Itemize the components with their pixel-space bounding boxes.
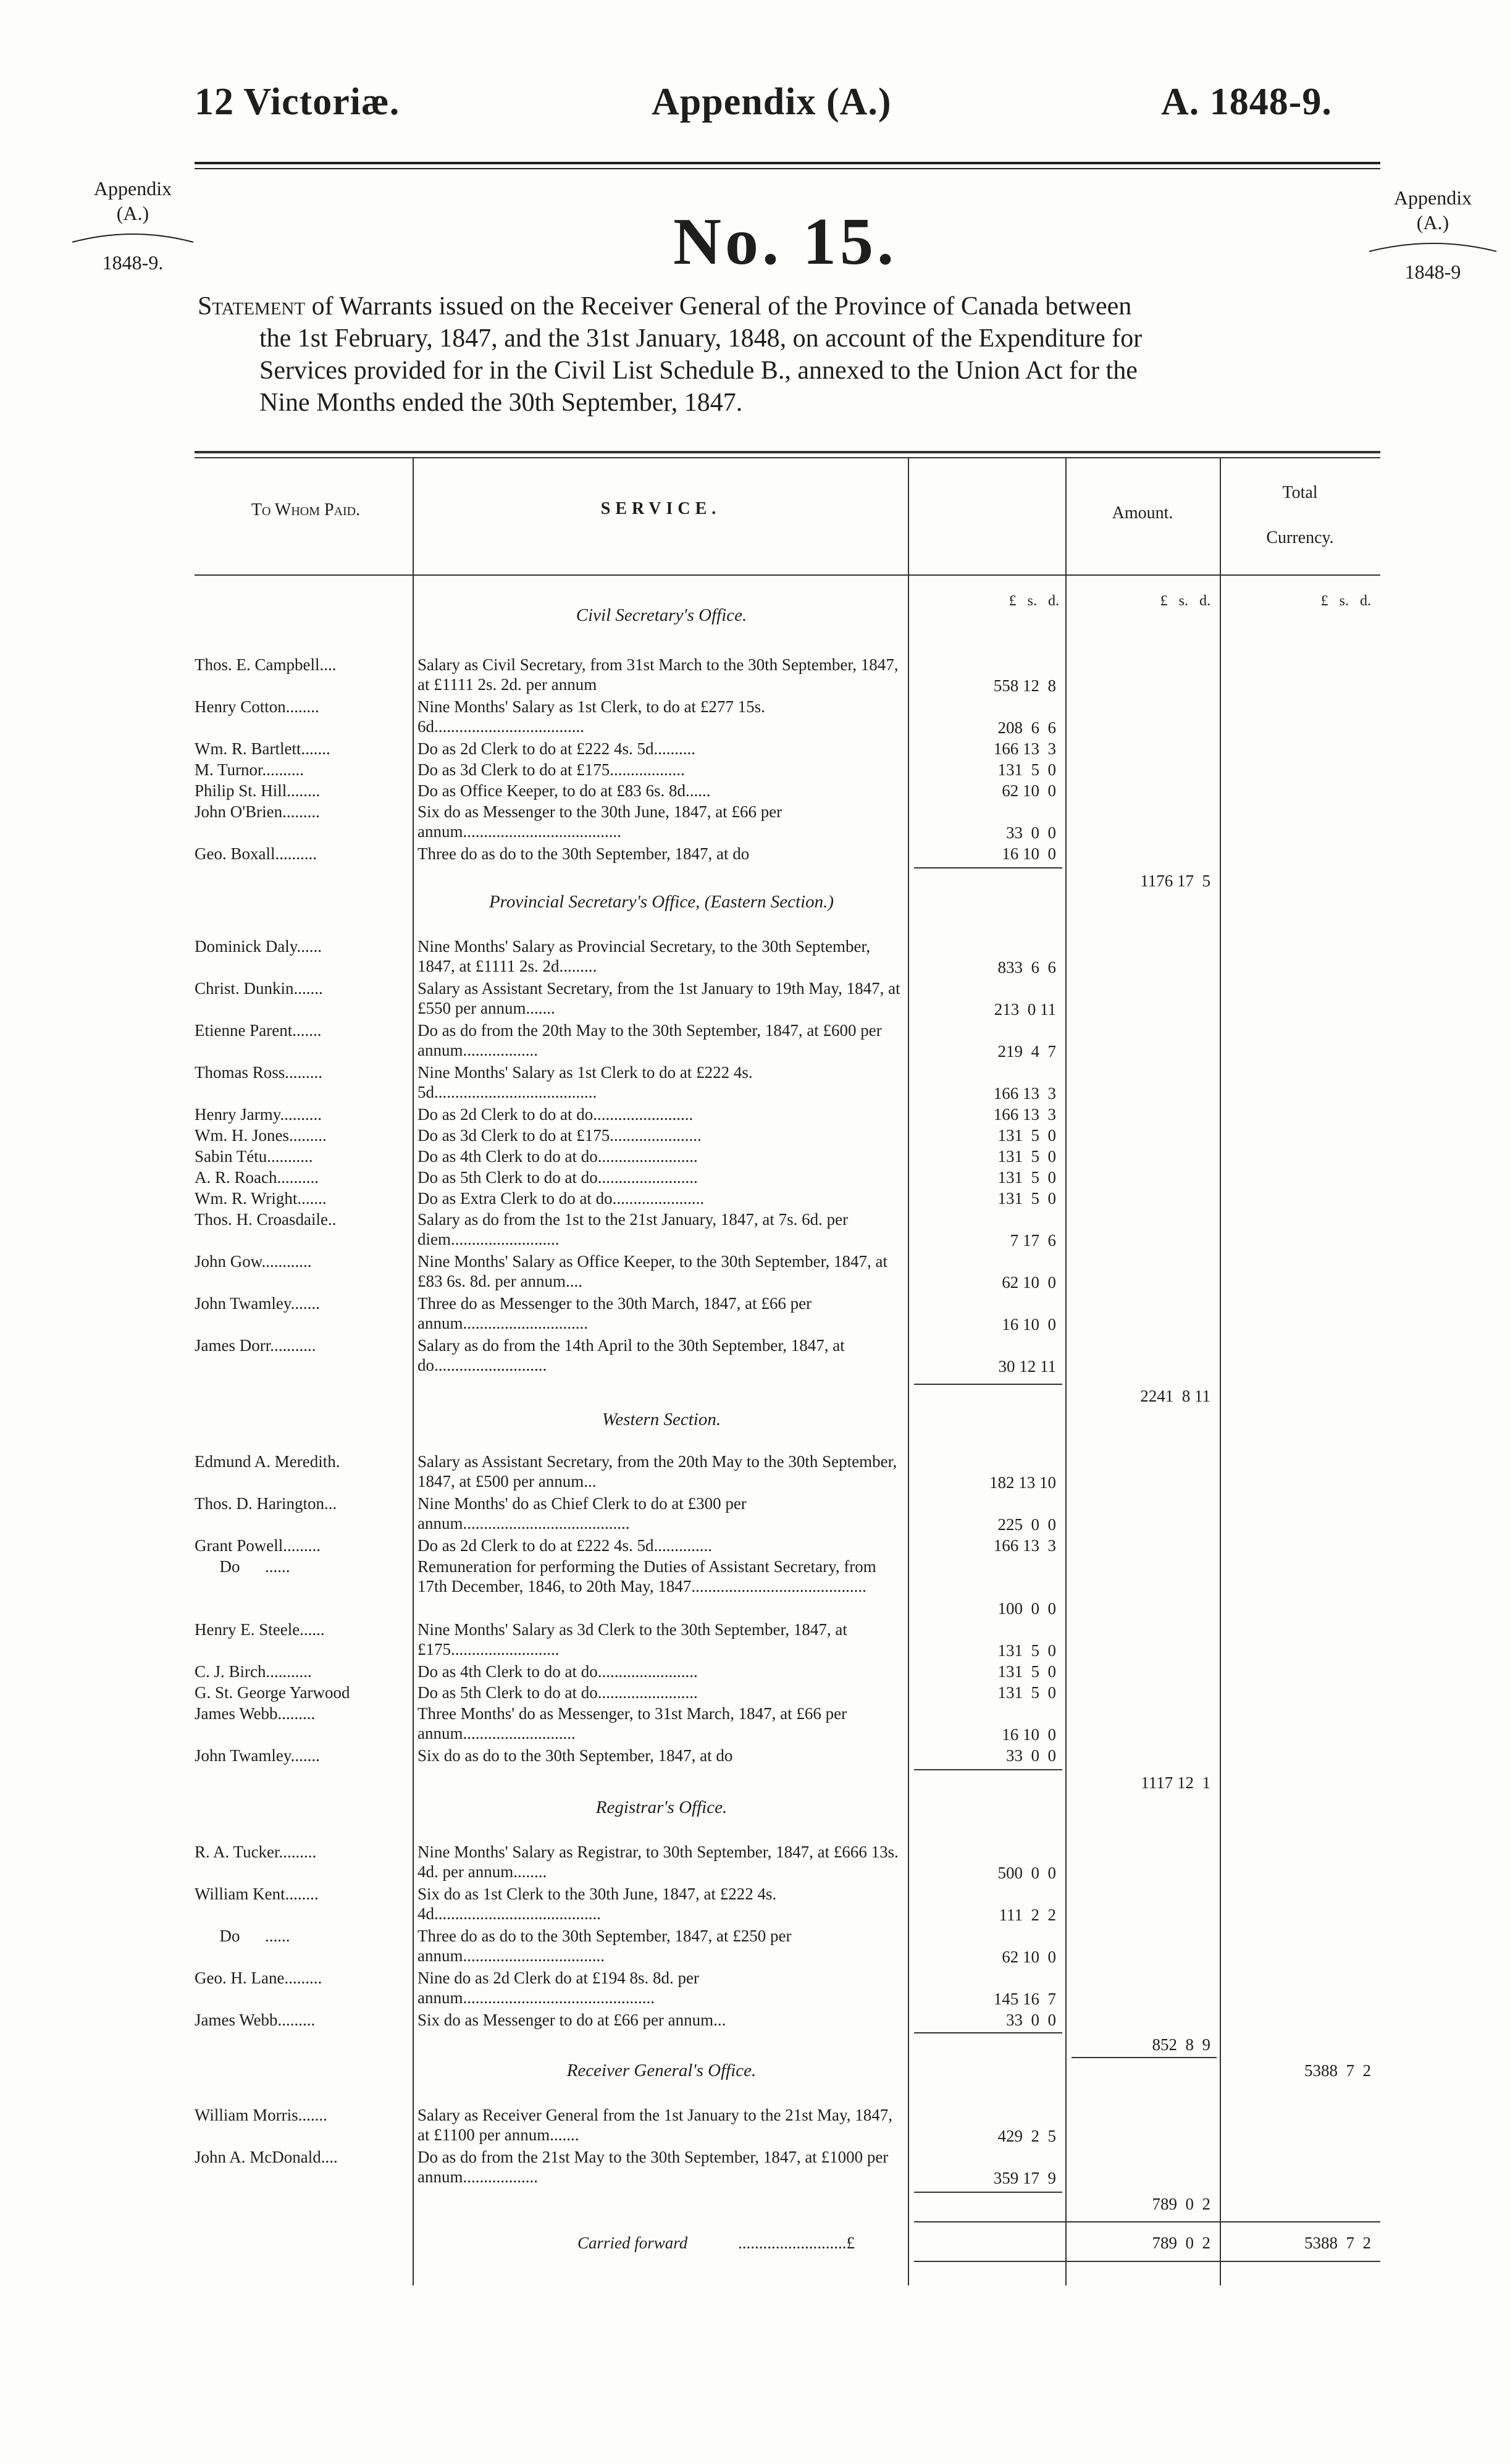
row-service: Nine do as 2d Clerk do at £194 8s. 8d. per annum.............................................. bbox=[417, 1969, 699, 2007]
row-amount: 111 2 2 bbox=[999, 1906, 1056, 1924]
table-bottom-rule bbox=[914, 2261, 1380, 2262]
row-service: Nine Months' Salary as Provincial Secretary, to the 30th September, 1847, at £1111 2s. 2d......... bbox=[417, 937, 871, 975]
row-service: Do as do from the 20th May to the 30th September, 1847, at £600 per annum.................. bbox=[417, 1021, 882, 1059]
row-amount: 131 5 0 bbox=[997, 1168, 1056, 1187]
section-subtotal: 852 8 9 bbox=[1152, 2035, 1210, 2054]
row-payee: Philip St. Hill........ bbox=[195, 781, 321, 800]
statement-line3: Services provided for in the Civil List Schedule B., annexed to the Union Act for the bbox=[259, 356, 1138, 385]
margin-right-line1: Appendix bbox=[1393, 187, 1472, 209]
row-amount: 131 5 0 bbox=[997, 1147, 1056, 1166]
row-amount: 500 0 0 bbox=[997, 1864, 1056, 1882]
row-payee: John Twamley....... bbox=[195, 1746, 320, 1765]
row-service: Do as Extra Clerk to do at do...................... bbox=[417, 1189, 705, 1208]
row-payee: James Webb......... bbox=[195, 1704, 316, 1723]
row-service: Three Months' do as Messenger, to 31st March, 1847, at £66 per annum........................... bbox=[417, 1704, 847, 1743]
row-service: Do as 2d Clerk to do at do........................ bbox=[417, 1105, 694, 1124]
row-amount: 100 0 0 bbox=[997, 1599, 1056, 1618]
row-payee: Christ. Dunkin....... bbox=[195, 979, 323, 998]
section-title: Registrar's Office. bbox=[595, 1798, 728, 1817]
row-service: Salary as Assistant Secretary, from the 1st January to 19th May, 1847, at £550 per annum....... bbox=[417, 979, 900, 1017]
row-amount: 225 0 0 bbox=[997, 1515, 1056, 1534]
section-subtotal: 1117 12 1 bbox=[1141, 1773, 1210, 1792]
row-amount: 213 0 11 bbox=[994, 1000, 1056, 1019]
row-service: Six do as do to the 30th September, 1847, at do bbox=[417, 1746, 733, 1765]
row-payee: Geo. H. Lane......... bbox=[195, 1969, 322, 1987]
section-subtotal: 789 0 2 bbox=[1152, 2195, 1210, 2213]
row-payee: Henry Cotton........ bbox=[195, 697, 319, 716]
row-service: Salary as Assistant Secretary, from the 20th May to the 30th September, 1847, at £500 per annum... bbox=[417, 1452, 897, 1491]
subtotal-rule bbox=[914, 1769, 1062, 1770]
row-service: Three do as Messenger to the 30th March, 1847, at £66 per annum.............................. bbox=[417, 1294, 812, 1332]
row-amount: 7 17 6 bbox=[1010, 1231, 1056, 1250]
col-divider-subamount bbox=[908, 457, 909, 2285]
row-payee: James Webb......... bbox=[195, 2011, 316, 2029]
table-header-rule bbox=[195, 574, 1380, 576]
col-divider-total bbox=[1220, 457, 1221, 2285]
row-amount: 62 10 0 bbox=[1002, 1273, 1056, 1292]
header-left: 12 Victoriæ. bbox=[195, 81, 400, 123]
section-title: Provincial Secretary's Office, (Eastern Section.) bbox=[489, 892, 834, 912]
row-amount: 833 6 6 bbox=[997, 958, 1056, 977]
col-header-who: To Whom Paid. bbox=[251, 500, 361, 519]
table-top-rule bbox=[195, 451, 1380, 453]
row-amount: 33 0 0 bbox=[1006, 1746, 1056, 1765]
subtotal-rule bbox=[914, 867, 1062, 868]
row-payee: Do ...... bbox=[195, 1927, 290, 1945]
row-amount: 166 13 3 bbox=[993, 1105, 1056, 1124]
total-currency: 5388 7 2 bbox=[1304, 2061, 1371, 2080]
margin-right-line3: 1848-9 bbox=[1404, 261, 1461, 283]
row-amount: 558 12 8 bbox=[993, 676, 1056, 695]
lsd-header-col1: £ s. d. bbox=[1009, 593, 1059, 609]
row-service: Do as 5th Clerk to do at do........................ bbox=[417, 1168, 698, 1187]
row-payee: Thos. H. Croasdaile.. bbox=[195, 1210, 337, 1229]
row-amount: 131 5 0 bbox=[997, 1662, 1056, 1681]
subtotal-rule bbox=[914, 2192, 1062, 2193]
row-payee: Thos. E. Campbell.... bbox=[195, 655, 337, 674]
row-service: Nine Months' Salary as 1st Clerk, to do at £277 15s. 6d.................................... bbox=[417, 697, 765, 736]
row-service: Nine Months' Salary as Registrar, to 30th September, 1847, at £666 13s. 4d. per annum........ bbox=[417, 1843, 899, 1881]
row-service: Do as 2d Clerk to do at £222 4s. 5d.......... bbox=[417, 739, 695, 758]
subtotal-rule bbox=[914, 1384, 1062, 1385]
row-service: Salary as do from the 1st to the 21st January, 1847, at 7s. 6d. per diem.......................... bbox=[417, 1210, 849, 1248]
section-title: Civil Secretary's Office. bbox=[576, 605, 747, 625]
margin-right-line2: (A.) bbox=[1416, 211, 1449, 233]
row-amount: 131 5 0 bbox=[997, 760, 1056, 779]
row-amount: 131 5 0 bbox=[997, 1683, 1056, 1702]
col-header-total-1: Total bbox=[1282, 483, 1318, 502]
row-amount: 16 10 0 bbox=[1002, 1315, 1056, 1334]
margin-left-line1: Appendix bbox=[93, 177, 172, 200]
row-payee: Geo. Boxall.......... bbox=[195, 844, 317, 863]
row-amount: 429 2 5 bbox=[997, 2127, 1056, 2145]
row-service: Six do as Messenger to the 30th June, 1847, at £66 per annum...................................... bbox=[417, 802, 782, 841]
header-center: Appendix (A.) bbox=[652, 81, 892, 123]
carried-rule bbox=[914, 2221, 1380, 2222]
total-rule bbox=[1072, 2057, 1217, 2058]
row-amount: 182 13 10 bbox=[989, 1473, 1056, 1492]
section-title: Receiver General's Office. bbox=[566, 2061, 757, 2080]
row-amount: 62 10 0 bbox=[1002, 781, 1056, 800]
row-payee: R. A. Tucker......... bbox=[195, 1843, 317, 1861]
table-top-rule-thin bbox=[195, 457, 1380, 458]
col-header-amount: Amount. bbox=[1112, 503, 1173, 523]
row-service: Do as 4th Clerk to do at do........................ bbox=[417, 1147, 698, 1166]
row-amount: 219 4 7 bbox=[997, 1042, 1056, 1061]
row-payee: Wm. R. Wright....... bbox=[195, 1189, 327, 1208]
row-amount: 166 13 3 bbox=[993, 739, 1056, 758]
col-divider-amount bbox=[1065, 457, 1067, 2285]
col-divider-service bbox=[413, 457, 414, 2285]
row-service: Do as Office Keeper, to do at £83 6s. 8d...... bbox=[417, 781, 711, 800]
row-service: Six do as Messenger to do at £66 per annum... bbox=[417, 2011, 726, 2029]
brace-right bbox=[1368, 235, 1498, 254]
lsd-header-col2: £ s. d. bbox=[1160, 593, 1210, 609]
row-service: Nine Months' do as Chief Clerk to do at £300 per annum........................................ bbox=[417, 1494, 747, 1533]
row-payee: John O'Brien......... bbox=[195, 802, 320, 821]
row-service: Do as 3d Clerk to do at £175.................. bbox=[417, 760, 685, 779]
document-number: No. 15. bbox=[673, 205, 897, 279]
header-rule-thin bbox=[195, 168, 1380, 169]
col-header-service: SERVICE. bbox=[600, 499, 721, 518]
row-payee: Thos. D. Harington... bbox=[195, 1494, 337, 1513]
row-payee: John Gow............ bbox=[195, 1252, 312, 1271]
row-amount: 62 10 0 bbox=[1002, 1948, 1056, 1966]
row-payee: Grant Powell......... bbox=[195, 1536, 321, 1555]
row-service: Nine Months' Salary as 1st Clerk to do at £222 4s. 5d....................................... bbox=[417, 1063, 753, 1101]
margin-left-line3: 1848-9. bbox=[102, 251, 164, 274]
row-amount: 208 6 6 bbox=[997, 718, 1056, 737]
row-payee: Do ...... bbox=[195, 1557, 290, 1576]
statement-line2: the 1st February, 1847, and the 31st January, 1848, on account of the Expenditure for bbox=[259, 324, 1143, 353]
row-service: Salary as do from the 14th April to the 30th September, 1847, at do........................... bbox=[417, 1336, 845, 1374]
row-service: Remuneration for performing the Duties of Assistant Secretary, from 17th December, 1846, to 20th May, 1847.......................................... bbox=[417, 1557, 876, 1596]
row-payee: John Twamley....... bbox=[195, 1294, 320, 1313]
row-payee: G. St. George Yarwood bbox=[195, 1683, 350, 1702]
header-right: A. 1848-9. bbox=[1161, 81, 1332, 123]
row-amount: 359 17 9 bbox=[993, 2169, 1056, 2187]
section-subtotal: 2241 8 11 bbox=[1140, 1387, 1210, 1405]
row-payee: Dominick Daly...... bbox=[195, 937, 322, 956]
row-service: Salary as Civil Secretary, from 31st March to the 30th September, 1847, at £1111 2s. 2d. per annum bbox=[417, 655, 899, 694]
section-subtotal: 1176 17 5 bbox=[1140, 872, 1210, 890]
margin-note-left bbox=[71, 176, 195, 275]
margin-note-right bbox=[1368, 185, 1498, 284]
statement-paragraph bbox=[198, 290, 1383, 419]
brace-left bbox=[71, 226, 195, 245]
section-title: Western Section. bbox=[602, 1410, 721, 1429]
row-payee: Wm. H. Jones......... bbox=[195, 1126, 327, 1145]
statement-lead: Statement bbox=[198, 292, 306, 321]
row-amount: 131 5 0 bbox=[997, 1126, 1056, 1145]
row-payee: Wm. R. Bartlett....... bbox=[195, 739, 330, 758]
margin-left-line2: (A.) bbox=[116, 202, 149, 224]
row-amount: 16 10 0 bbox=[1002, 844, 1056, 863]
row-payee: Etienne Parent....... bbox=[195, 1021, 322, 1040]
row-payee: Henry Jarmy.......... bbox=[195, 1105, 322, 1124]
row-service: Salary as Receiver General from the 1st January to the 21st May, 1847, at £1100 per annum....... bbox=[417, 2106, 893, 2144]
row-payee: M. Turnor.......... bbox=[195, 760, 304, 779]
row-payee: Henry E. Steele...... bbox=[195, 1620, 325, 1639]
row-service: Six do as 1st Clerk to the 30th June, 1847, at £222 4s. 4d........................................ bbox=[417, 1885, 777, 1923]
row-service: Three do as do to the 30th September, 1847, at do bbox=[417, 844, 750, 863]
lsd-header-col3: £ s. d. bbox=[1320, 593, 1371, 609]
row-service: Do as 3d Clerk to do at £175...................... bbox=[417, 1126, 702, 1145]
row-payee: A. R. Roach.......... bbox=[195, 1168, 319, 1187]
row-service: Nine Months' Salary as Office Keeper, to the 30th September, 1847, at £83 6s. 8d. per annum.... bbox=[417, 1252, 888, 1290]
row-amount: 33 0 0 bbox=[1006, 2011, 1056, 2029]
carried-forward-amount: 789 0 2 bbox=[1152, 2234, 1210, 2252]
row-service: Do as 5th Clerk to do at do........................ bbox=[417, 1683, 698, 1702]
row-amount: 33 0 0 bbox=[1006, 823, 1056, 842]
row-amount: 30 12 11 bbox=[998, 1357, 1056, 1376]
row-amount: 16 10 0 bbox=[1002, 1725, 1056, 1744]
row-service: Three do as do to the 30th September, 1847, at £250 per annum.................................. bbox=[417, 1927, 792, 1965]
row-payee: James Dorr........... bbox=[195, 1336, 316, 1355]
row-payee: William Kent........ bbox=[195, 1885, 319, 1903]
row-amount: 166 13 3 bbox=[993, 1536, 1056, 1555]
header-rule bbox=[195, 162, 1380, 164]
row-payee: C. J. Birch........... bbox=[195, 1662, 312, 1681]
statement-line4: Nine Months ended the 30th September, 1847. bbox=[259, 389, 743, 417]
statement-line1: of Warrants issued on the Receiver General of the Province of Canada between bbox=[311, 292, 1132, 321]
row-service: Do as do from the 21st May to the 30th September, 1847, at £1000 per annum.................. bbox=[417, 2148, 889, 2186]
col-header-total-2: Currency. bbox=[1266, 528, 1334, 547]
row-payee: John A. McDonald.... bbox=[195, 2148, 338, 2166]
row-service: Do as 4th Clerk to do at do........................ bbox=[417, 1662, 698, 1681]
carried-forward-total: 5388 7 2 bbox=[1304, 2234, 1371, 2252]
row-amount: 131 5 0 bbox=[997, 1641, 1056, 1660]
row-service: Nine Months' Salary as 3d Clerk to the 30th September, 1847, at £175.......................... bbox=[417, 1620, 847, 1659]
row-payee: William Morris....... bbox=[195, 2106, 327, 2124]
row-payee: Sabin Tétu........... bbox=[195, 1147, 313, 1166]
carried-forward-dots: ..........................£ bbox=[738, 2234, 855, 2252]
subtotal-rule bbox=[914, 2032, 1062, 2033]
row-payee: Thomas Ross......... bbox=[195, 1063, 323, 1082]
row-amount: 166 13 3 bbox=[993, 1084, 1056, 1103]
row-amount: 145 16 7 bbox=[993, 1990, 1056, 2008]
row-amount: 131 5 0 bbox=[997, 1189, 1056, 1208]
row-payee: Edmund A. Meredith. bbox=[195, 1452, 340, 1471]
carried-forward-label: Carried forward bbox=[577, 2234, 688, 2252]
row-service: Do as 2d Clerk to do at £222 4s. 5d.............. bbox=[417, 1536, 712, 1555]
